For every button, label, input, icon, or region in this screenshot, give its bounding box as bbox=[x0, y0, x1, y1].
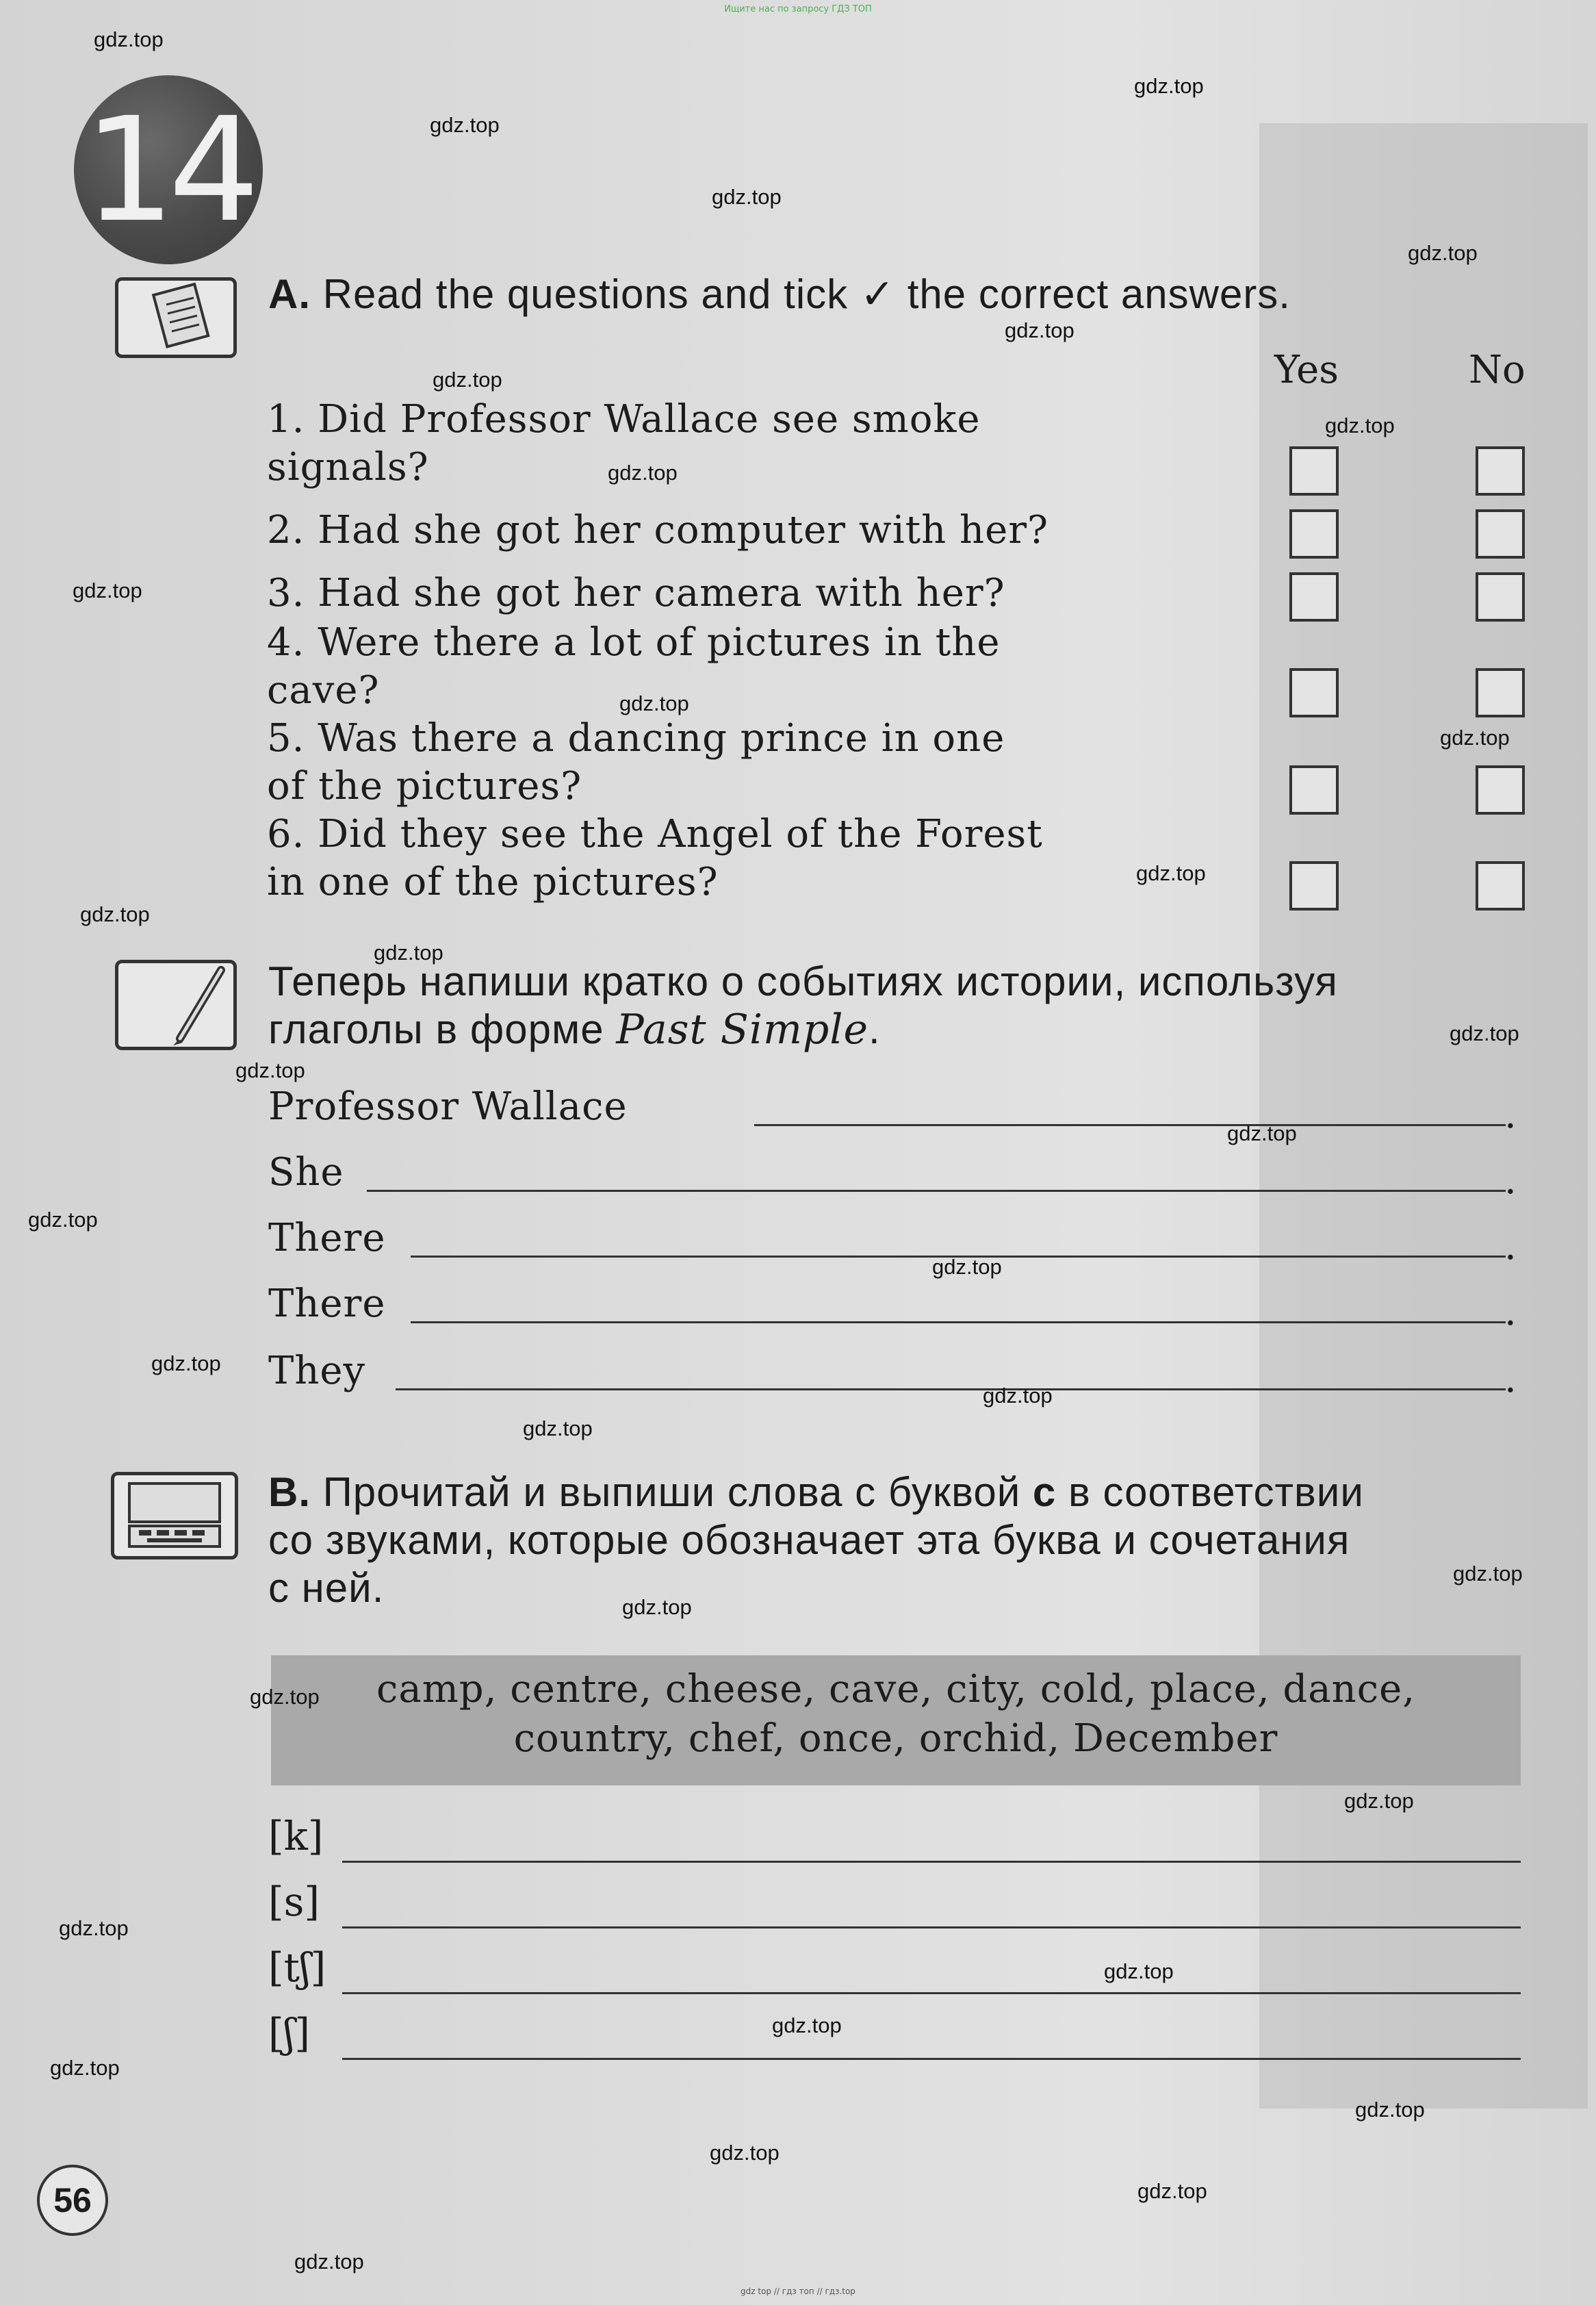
watermark: gdz.top bbox=[28, 1208, 98, 1232]
answer-line-5[interactable] bbox=[396, 1388, 1506, 1390]
question-1-line2: signals? bbox=[267, 445, 429, 489]
q6-yes-checkbox[interactable] bbox=[1289, 861, 1339, 910]
question-5-line2: of the pictures? bbox=[267, 764, 582, 808]
q2-yes-checkbox[interactable] bbox=[1289, 509, 1339, 559]
question-1-line1: 1. Did Professor Wallace see smoke bbox=[267, 397, 981, 442]
answer-line-1[interactable] bbox=[754, 1124, 1506, 1126]
top-note: Ищите нас по запросу ГДЗ ТОП bbox=[724, 4, 872, 14]
watermark: gdz.top bbox=[1137, 2179, 1207, 2203]
section-a-instruction: Read the questions and tick ✓ the correct answers. bbox=[322, 271, 1291, 317]
watermark: gdz.top bbox=[50, 2056, 120, 2080]
sound-s-label: [s] bbox=[268, 1879, 320, 1925]
q5-no-checkbox[interactable] bbox=[1476, 765, 1525, 815]
starter-there-1: There bbox=[268, 1216, 386, 1260]
sound-tsh-line[interactable] bbox=[342, 1992, 1521, 1994]
writing-task-instruction-line2 bbox=[268, 1005, 881, 1054]
watermark: gdz.top bbox=[1325, 413, 1395, 437]
writing-task-instruction-suffix: . bbox=[868, 1006, 881, 1052]
watermark: gdz.top bbox=[712, 185, 782, 209]
watermark: gdz.top bbox=[619, 691, 689, 715]
section-a-letter: A. bbox=[268, 271, 311, 317]
q1-yes-checkbox[interactable] bbox=[1289, 446, 1339, 496]
q2-no-checkbox[interactable] bbox=[1476, 509, 1525, 559]
watermark: gdz.top bbox=[1408, 241, 1478, 265]
line-end-dot-4: . bbox=[1504, 1290, 1517, 1334]
writing-task-instruction-prefix: глаголы в форме bbox=[268, 1006, 604, 1052]
watermark: gdz.top bbox=[710, 2141, 780, 2165]
no-column-header: No bbox=[1469, 348, 1526, 392]
line-end-dot-1: . bbox=[1504, 1093, 1517, 1137]
watermark: gdz.top bbox=[94, 27, 164, 51]
watermark: gdz.top bbox=[1355, 2098, 1425, 2122]
page-number: 56 bbox=[37, 2165, 108, 2236]
watermark: gdz.top bbox=[1134, 74, 1204, 98]
watermark: gdz.top bbox=[59, 1916, 129, 1940]
question-5-line1: 5. Was there a dancing prince in one bbox=[267, 716, 1005, 761]
watermark: gdz.top bbox=[433, 368, 502, 392]
question-2-line1: 2. Had she got her computer with her? bbox=[267, 508, 1049, 552]
section-b-instruction-line2: со звуками, которые обозначает эта буква и сочетания bbox=[268, 1517, 1350, 1563]
watermark: gdz.top bbox=[151, 1351, 221, 1375]
q5-yes-checkbox[interactable] bbox=[1289, 765, 1339, 815]
question-3-line1: 3. Had she got her camera with her? bbox=[267, 571, 1005, 615]
watermark: gdz.top bbox=[932, 1255, 1002, 1279]
question-6-line2: in one of the pictures? bbox=[267, 860, 719, 904]
section-b-instruction-line3: с ней. bbox=[268, 1565, 385, 1611]
unit-number-badge: 14 bbox=[74, 75, 263, 264]
bottom-note: gdz top // гдз топ // гдз.top bbox=[741, 2287, 855, 2296]
sound-k-label: [k] bbox=[268, 1813, 324, 1859]
writing-task-instruction-line1: Теперь напиши кратко о событиях истории, используя bbox=[268, 958, 1338, 1004]
yes-column-header: Yes bbox=[1274, 348, 1339, 392]
starter-professor-wallace: Professor Wallace bbox=[268, 1084, 628, 1129]
past-simple-term: Past Simple bbox=[616, 1006, 869, 1054]
watermark: gdz.top bbox=[1453, 1562, 1523, 1586]
question-4-line1: 4. Were there a lot of pictures in the bbox=[267, 620, 1001, 665]
q1-no-checkbox[interactable] bbox=[1476, 446, 1525, 496]
watermark: gdz.top bbox=[235, 1058, 305, 1082]
sound-sh-label: [ʃ] bbox=[268, 2010, 311, 2056]
line-end-dot-2: . bbox=[1504, 1158, 1517, 1203]
watermark: gdz.top bbox=[73, 578, 142, 602]
section-a-heading bbox=[268, 270, 1291, 319]
section-b-letter: B. bbox=[268, 1469, 311, 1515]
watermark: gdz.top bbox=[1136, 861, 1206, 885]
word-bank-line2: country, chef, once, orchid, December bbox=[513, 1716, 1278, 1761]
q4-yes-checkbox[interactable] bbox=[1289, 668, 1339, 717]
watermark: gdz.top bbox=[523, 1416, 593, 1440]
watermark: gdz.top bbox=[983, 1384, 1053, 1408]
sound-sh-line[interactable] bbox=[342, 2058, 1521, 2060]
section-b-instruction-prefix: Прочитай и выпиши слова с буквой bbox=[322, 1469, 1021, 1515]
sound-s-line[interactable] bbox=[342, 1926, 1521, 1928]
section-b-instruction-suffix: в соответствии bbox=[1068, 1469, 1364, 1515]
watermark: gdz.top bbox=[430, 113, 500, 137]
watermark: gdz.top bbox=[1450, 1021, 1519, 1045]
question-4-line2: cave? bbox=[267, 668, 380, 713]
watermark: gdz.top bbox=[250, 1685, 320, 1709]
watermark: gdz.top bbox=[622, 1595, 692, 1619]
line-end-dot-5: . bbox=[1504, 1357, 1517, 1401]
notepad-icon bbox=[115, 277, 237, 358]
watermark: gdz.top bbox=[1344, 1789, 1414, 1813]
letter-c-highlight: c bbox=[1032, 1469, 1057, 1515]
pencil-icon bbox=[115, 960, 237, 1050]
line-end-dot-3: . bbox=[1504, 1224, 1517, 1269]
watermark: gdz.top bbox=[1104, 1959, 1174, 1983]
watermark: gdz.top bbox=[1005, 318, 1074, 342]
computer-icon bbox=[111, 1472, 238, 1559]
starter-they: They bbox=[268, 1349, 366, 1393]
watermark: gdz.top bbox=[1440, 726, 1510, 750]
word-bank-line1: camp, centre, cheese, cave, city, cold, place, dance, bbox=[376, 1667, 1416, 1711]
starter-there-2: There bbox=[268, 1282, 386, 1326]
q3-yes-checkbox[interactable] bbox=[1289, 572, 1339, 622]
sound-tsh-label: [tʃ] bbox=[268, 1944, 326, 1991]
section-b-instruction-line1 bbox=[268, 1468, 1364, 1517]
watermark: gdz.top bbox=[80, 902, 150, 926]
q4-no-checkbox[interactable] bbox=[1476, 668, 1525, 717]
sound-k-line[interactable] bbox=[342, 1861, 1521, 1863]
q3-no-checkbox[interactable] bbox=[1476, 572, 1525, 622]
watermark: gdz.top bbox=[374, 941, 443, 965]
bleed-through-shadow bbox=[1259, 123, 1588, 2109]
starter-she: She bbox=[268, 1150, 344, 1195]
word-bank bbox=[271, 1665, 1521, 1763]
watermark: gdz.top bbox=[1227, 1121, 1297, 1145]
watermark: gdz.top bbox=[294, 2250, 364, 2274]
watermark: gdz.top bbox=[772, 2013, 842, 2037]
q6-no-checkbox[interactable] bbox=[1476, 861, 1525, 910]
watermark: gdz.top bbox=[608, 461, 678, 485]
question-6-line1: 6. Did they see the Angel of the Forest bbox=[267, 812, 1043, 856]
answer-line-4[interactable] bbox=[411, 1321, 1506, 1323]
answer-line-2[interactable] bbox=[367, 1190, 1506, 1192]
